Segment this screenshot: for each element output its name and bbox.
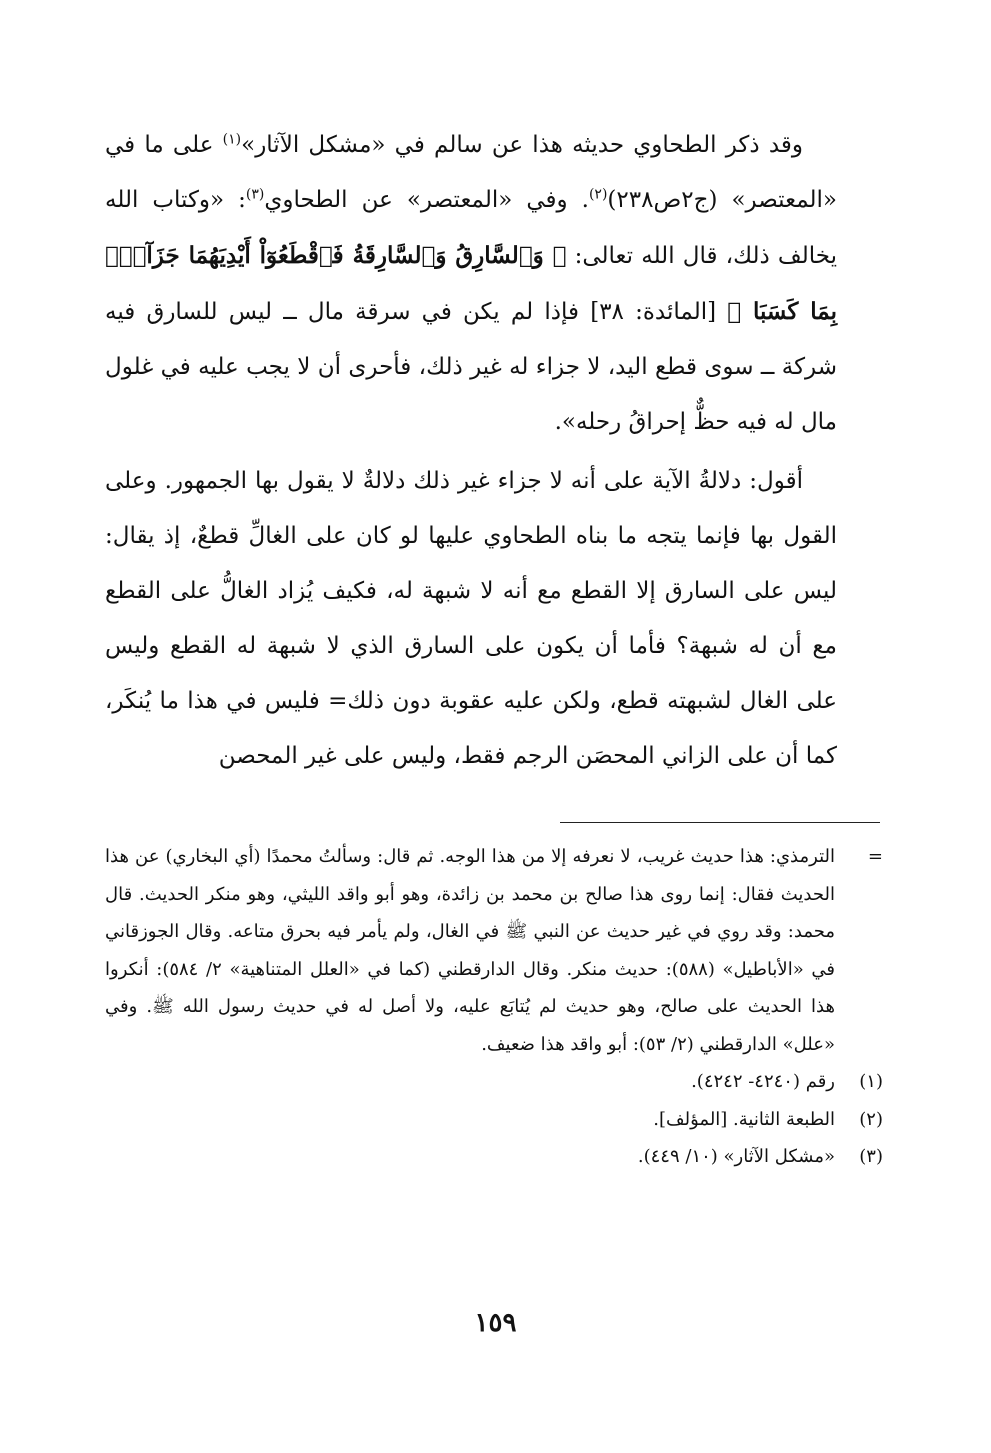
continuation-mark: = (867, 846, 883, 867)
main-text-block (105, 118, 837, 784)
continuation-text: الترمذي: هذا حديث غريب، لا نعرفه إلا من هذا الوجه. ثم قال: وسألتُ محمدًا (أي البخاري) عن هذا الحديث فقال: إنما روى هذا صالح بن محمد بن زائدة، وهو أبو واقد الليثي، وهو منكر الحديث. قال محمد: وقد روي في غير حديث عن النبي ﷺ في الغال، ولم يأمر فيه بحرق متاعه. وقال الجوزقاني في «الأباطيل» (٥٨٨): حديث منكر. وقال الدارقطني (كما في «العلل المتناهية» ٢/ ٥٨٤): أنكروا هذا الحديث على صالح، وهو حديث لم يُتابَع عليه، ولا أصل له في حديث رسول الله ﷺ. وفي «علل» الدارقطني (٢/ ٥٣): أبو واقد هذا ضعيف. (105, 846, 835, 1055)
footnote-item-1 (105, 1063, 883, 1101)
footnote-item-2 (105, 1101, 883, 1139)
footnote-separator (560, 822, 880, 823)
p1-text-4: : «وكتاب الله يخالف ذلك، قال الله تعالى: (105, 187, 837, 269)
quran-verse: ﴿ وَٱلسَّارِقُ وَٱلسَّارِقَةُ فَٱقْطَعُوٓاْ أَيْدِيَهُمَا جَزَآءَۢ بِمَا كَسَبَا ﴾ (105, 242, 837, 325)
footnote-ref-1[interactable]: (١) (222, 131, 242, 148)
paragraph-1 (105, 118, 837, 450)
page-number: ١٥٩ (474, 1308, 517, 1338)
paragraph-2: أقول: دلالةُ الآية على أنه لا جزاء غير ذلك دلالةٌ لا يقول بها الجمهور. وعلى القول بها فإنما يتجه ما بناه الطحاوي عليها لو كان على الغالِّ قطعٌ، إذ يقال: ليس على السارق إلا القطع مع أنه لا شبهة له، فكيف يُزاد الغالُّ على القطع مع أن له شبهة؟ فأما أن يكون على السارق الذي لا شبهة له القطع وليس على الغال لشبهته قطع، ولكن عليه عقوبة دون ذلك= فليس في هذا ما يُنكَر، كما أن على الزاني المحصَن الرجم فقط، وليس على غير المحصن (105, 468, 837, 769)
p1-text-3: . وفي «المعتصر» عن الطحاوي (264, 187, 589, 213)
footnote-ref-3[interactable]: (٣) (245, 186, 265, 203)
footnote-item-3 (105, 1138, 883, 1176)
p1-text-1: وقد ذكر الطحاوي حديثه هذا عن سالم في «مشكل الآثار» (241, 132, 804, 158)
footnotes-block (105, 838, 883, 1176)
footnote-text: الطبعة الثانية. [المؤلف]. (653, 1108, 835, 1130)
footnote-number: (٢) (859, 1108, 883, 1130)
footnote-ref-2[interactable]: (٢) (588, 186, 608, 203)
p1-text-5: [المائدة: ٣٨] فإذا لم يكن في سرقة مال ــ ليس للسارق فيه شركة ــ سوى قطع اليد، لا جزاء له غير ذلك، فأحرى أن لا يجب عليه في غلول مال له فيه حظٌّ إحراقُ رحله». (105, 299, 837, 435)
footnote-number: (١) (859, 1071, 883, 1092)
footnote-text: رقم (٤٢٤٠- ٤٢٤٢). (691, 1071, 835, 1092)
footnote-continuation (105, 838, 883, 1063)
p1-text-2: على ما في «المعتصر» (ج٢ص٢٣٨) (105, 132, 837, 213)
footnote-text: «مشكل الآثار» (١٠/ ٤٤٩). (637, 1146, 835, 1167)
footnote-number: (٣) (859, 1146, 883, 1167)
